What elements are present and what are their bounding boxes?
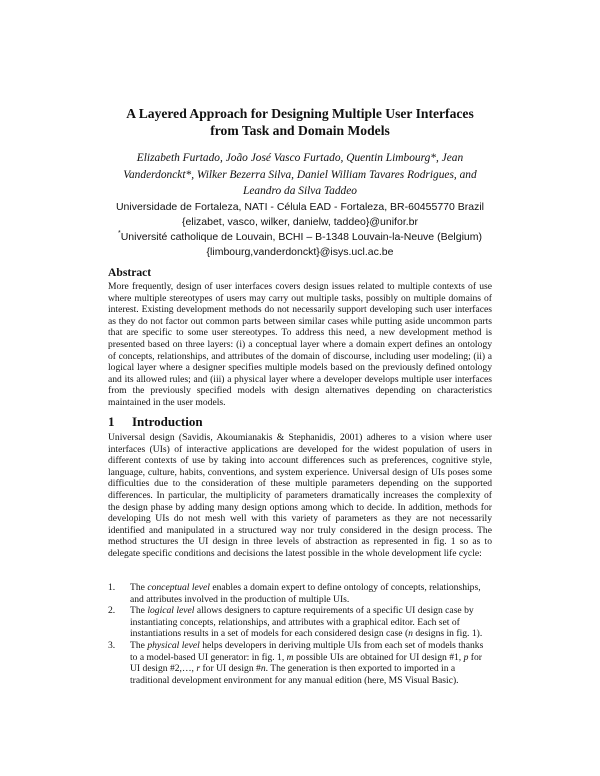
list-item	[108, 605, 492, 640]
author-line: Leandro da Silva Taddeo	[242, 185, 358, 197]
paper-title	[80, 105, 520, 139]
title-line: A Layered Approach for Designing Multiple User Interfaces	[126, 106, 474, 121]
email-line: {elizabet, vasco, wilker, danielw, taddeo}@unifor.br	[182, 216, 418, 228]
affiliation-mark: *	[117, 230, 121, 237]
author-list	[105, 150, 495, 200]
list-number: 1.	[108, 582, 116, 593]
list-item	[108, 640, 492, 686]
affiliations	[112, 200, 488, 260]
email-line: {limbourg,vanderdonckt}@isys.ucl.ac.be	[206, 246, 394, 258]
affiliation-text: Université catholique de Louvain, BCHI – B-1348 Louvain-la-Neuve (Belgium)	[120, 231, 482, 243]
term: logical level	[147, 605, 195, 617]
list-item-text: The logical level allows designers to capture requirements of a specific UI design case by instantiating concepts, relationships, and attributes with a graphical editor. Each set of instantiations results in a set of models for each considered design case (n designs in fig. 1).	[130, 605, 483, 640]
levels-list	[108, 582, 492, 686]
term: conceptual level	[147, 582, 210, 593]
list-item-text: The conceptual level enables a domain expert to define ontology of concepts, relationships, and attributes involved in the production of multiple UIs.	[130, 582, 481, 605]
list-number: 2.	[108, 605, 116, 617]
abstract-heading: Abstract	[108, 266, 152, 279]
author-line: Vanderdonckt*, Wilker Bezerra Silva, Daniel William Tavares Rodrigues, and	[123, 168, 477, 181]
list-number: 3.	[108, 639, 116, 651]
author-line: Elizabeth Furtado, João José Vasco Furtado, Quentin Limbourg*, Jean	[136, 152, 464, 164]
section-number: 1	[108, 414, 115, 429]
intro-paragraph: Universal design (Savidis, Akoumianakis & Stephanidis, 2001) adheres to a vision where user interfaces (UIs) of interactive applications are developed for the widest population of users in different contexts of use by taking into account differences such as preferences, cognitive style, language, culture, habits, conventions, and system experience. Universal design of UIs poses some difficulties due to the consideration of these multiple parameters depending on the supported differences. In particular, the multiplicity of parameters dramatically increases the complexity of the design phase by adding many design options among which to decide. In addition, methods for developing UIs do not mesh well with this variety of parameters as they are not necessarily identified and manipulated in a structured way nor truly considered in the design process. The method structures the UI design in three levels of abstraction as represented in fig. 1 so as to delegate specific conditions and decisions the latest possible in the whole development life cycle:	[108, 432, 492, 559]
list-item-text: The physical level helps developers in deriving multiple UIs from each set of models thanks to a model-based UI generator: in fig. 1, m possible UIs are obtained for UI design #1, p for UI design #2,…, r for UI design #n. The generation is then exported to imported in a traditional development environment for any manual edition (here, MS Visual Basic).	[130, 639, 484, 686]
affiliation-line: Universidade de Fortaleza, NATI - Célula EAD - Fortaleza, BR-60455770 Brazil	[115, 201, 485, 213]
section-heading-introduction	[108, 414, 203, 430]
list-item	[108, 582, 492, 605]
title-line: from Task and Domain Models	[210, 123, 390, 138]
abstract-text: More frequently, design of user interfaces covers design issues related to multiple contexts of use where multiple stereotypes of users may carry out multiple tasks, possibly on multiple domains of interest. Existing development methods do not necessarily support developing such user interfaces as they do not factor out common parts between similar cases while putting aside uncommon parts that are specific to some user stereotypes. To address this need, a new development method is presented based on three layers: (i) a conceptual layer where a domain expert defines an ontology of concepts, relationships, and attributes of the domain of discourse, including user modeling; (ii) a logical layer where a designer specifies multiple models based on the previously defined ontology and its allowed rules; and (iii) a physical layer where a developer develops multiple user interfaces from the previously specified models with design alternatives depending on characteristics maintained in the user models.	[108, 281, 492, 408]
affiliation-line	[112, 230, 488, 245]
term: physical level	[147, 639, 200, 651]
section-title: Introduction	[132, 414, 203, 429]
